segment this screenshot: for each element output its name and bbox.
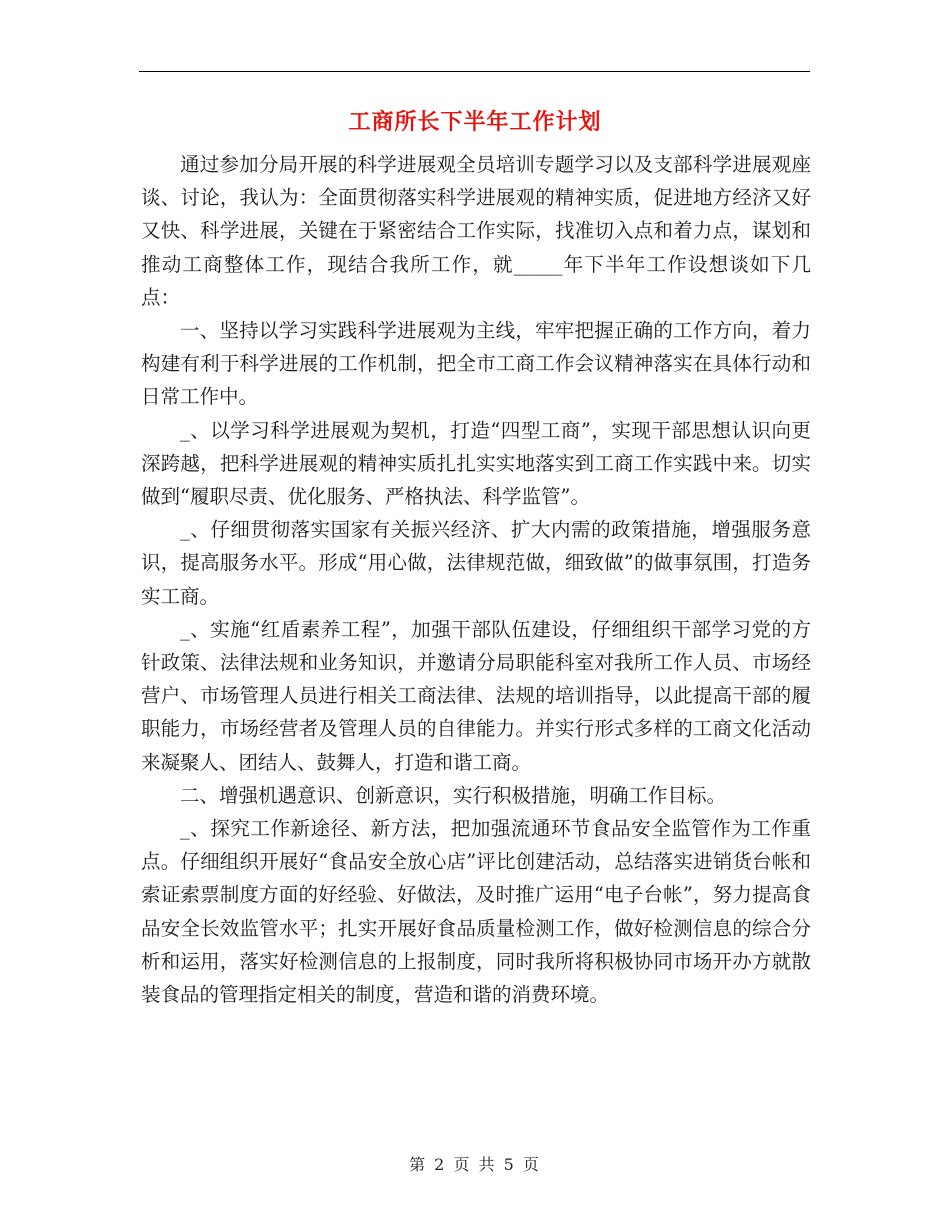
paragraph-item-1-3: _、实施“红盾素养工程”，加强干部队伍建设，仔细组织干部学习党的方针政策、法律法规和业务知识，并邀请分局职能科室对我所工作人员、市场经营户、市场管理人员进行相关工商法律、法规的培训指导，以此提高干部的履职能力，市场经营者及管理人员的自律能力。并实行形式多样的工商文化活动来凝聚人、团结人、鼓舞人，打造和谐工商。 (141, 617, 811, 774)
page-number-footer: 第 2 页 共 5 页 (409, 1155, 541, 1174)
header-rule (139, 71, 810, 72)
paragraph-intro: 通过参加分局开展的科学进展观全员培训专题学习以及支部科学进展观座谈、讨论，我认为：全面贯彻落实科学进展观的精神实质，促进地方经济又好又快、科学进展，关键在于紧密结合工作实际，找准切入点和着力点，谋划和推动工商整体工作，现结合我所工作，就_____年下半年工作设想谈如下几点： (141, 153, 811, 309)
document-title: 工商所长下半年工作计划 (348, 110, 602, 135)
paragraph-item-1-1: _、以学习科学进展观为契机，打造“四型工商”，实现干部思想认识向更深跨越，把科学进展观的精神实质扎扎实实地落实到工商工作实践中来。切实做到“履职尽责、优化服务、严格执法、科学监管”。 (141, 418, 811, 509)
paragraph-section-1: 一、坚持以学习实践科学进展观为主线，牢牢把握正确的工作方向，着力构建有利于科学进展的工作机制，把全市工商工作会议精神落实在具体行动和日常工作中。 (141, 319, 811, 409)
paragraph-item-2-1: _、探究工作新途径、新方法，把加强流通环节食品安全监管作为工作重点。仔细组织开展好“食品安全放心店”评比创建活动，总结落实进销货台帐和索证索票制度方面的好经验、好做法，及时推广运用“电子台帐”，努力提高食品安全长效监管水平；扎实开展好食品质量检测工作，做好检测信息的综合分析和运用，落实好检测信息的上报制度，同时我所将积极协同市场开办方就散装食品的管理指定相关的制度，营造和谐的消费环境。 (141, 817, 811, 1007)
paragraph-section-2: 二、增强机遇意识、创新意识，实行积极措施，明确工作目标。 (180, 783, 727, 807)
document-body (141, 148, 811, 1011)
paragraph-item-1-2: _、仔细贯彻落实国家有关振兴经济、扩大内需的政策措施，增强服务意识，提高服务水平。形成“用心做，法律规范做，细致做”的做事氛围，打造务实工商。 (141, 518, 811, 608)
